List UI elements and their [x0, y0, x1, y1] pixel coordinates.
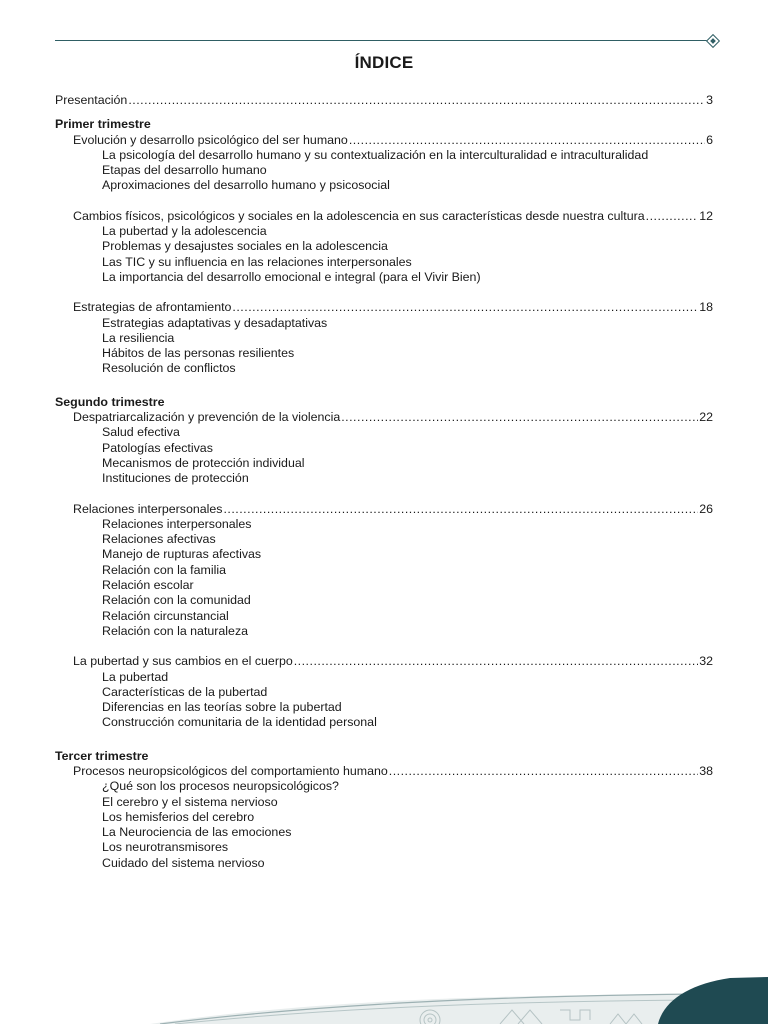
- page-number: 32: [699, 654, 713, 669]
- toc-topic-label: Relaciones interpersonales: [102, 516, 252, 531]
- toc-entry-topic[interactable]: [55, 148, 713, 163]
- toc-topic-label: Mecanismos de protección individual: [102, 455, 305, 470]
- toc-entry-topic[interactable]: [55, 670, 713, 685]
- toc-entry-topic[interactable]: [55, 825, 713, 840]
- toc-entry-label: Presentación: [55, 93, 128, 107]
- page-number: 38: [699, 763, 713, 778]
- toc-topic-label: Instituciones de protección: [102, 471, 249, 486]
- toc-topic-label: Relación escolar: [102, 578, 194, 593]
- toc-topic-label: Relación con la familia: [102, 562, 226, 577]
- toc-entry-topic[interactable]: [55, 547, 713, 562]
- spacer: [55, 377, 713, 386]
- toc-entry-topic[interactable]: [55, 700, 713, 715]
- dot-leader: [349, 133, 705, 148]
- dot-leader: [341, 410, 698, 425]
- toc-topic-label: Las TIC y su influencia en las relaciones interpersonales: [102, 254, 412, 269]
- trimester-heading: Segundo trimestre: [55, 394, 165, 409]
- toc-entry-topic[interactable]: [55, 270, 713, 285]
- toc-entry-unit[interactable]: [55, 764, 713, 779]
- spacer: [55, 871, 713, 880]
- toc-topic-label: Construcción comunitaria de la identidad personal: [102, 715, 377, 730]
- trimester-heading: Tercer trimestre: [55, 748, 149, 763]
- toc-entry-presentation[interactable]: [55, 93, 713, 108]
- toc-entry-topic[interactable]: [55, 779, 713, 794]
- toc-entry-label: Procesos neuropsicológicos del comportamiento humano: [73, 763, 388, 778]
- toc-entry-topic[interactable]: [55, 593, 713, 608]
- dot-leader: [646, 209, 699, 224]
- trimester-list: [55, 108, 713, 880]
- spacer: [55, 740, 713, 749]
- page-number: 12: [699, 208, 713, 223]
- toc-topic-label: Relación con la comunidad: [102, 593, 251, 608]
- dot-leader: [389, 764, 698, 779]
- dot-leader: [232, 300, 698, 315]
- toc-entry-topic[interactable]: [55, 456, 713, 471]
- spacer: [55, 194, 713, 209]
- page-number: 22: [699, 410, 713, 425]
- toc-entry-topic[interactable]: [55, 163, 713, 178]
- toc-entry-topic[interactable]: [55, 178, 713, 193]
- toc-entry-label: Cambios físicos, psicológicos y sociales en la adolescencia en sus características desde nuestra cultura: [73, 208, 645, 223]
- spacer: [55, 386, 713, 395]
- toc-topic-label: Los hemisferios del cerebro: [102, 809, 255, 824]
- table-of-contents: [55, 93, 713, 880]
- page-number: 3: [706, 93, 713, 107]
- toc-topic-label: Problemas y desajustes sociales en la adolescencia: [102, 239, 388, 254]
- toc-entry-label: Estrategias de afrontamiento: [73, 300, 232, 315]
- spacer: [55, 731, 713, 740]
- toc-topic-label: La Neurociencia de las emociones: [102, 825, 292, 840]
- toc-topic-label: Resolución de conflictos: [102, 361, 236, 376]
- toc-topic-label: La pubertad y la adolescencia: [102, 224, 267, 239]
- toc-entry-topic[interactable]: [55, 856, 713, 871]
- toc-topic-label: La importancia del desarrollo emocional e integral (para el Vivir Bien): [102, 269, 481, 284]
- toc-topic-label: Estrategias adaptativas y desadaptativas: [102, 315, 328, 330]
- toc-topic-label: La resiliencia: [102, 330, 175, 345]
- toc-entry-unit[interactable]: [55, 300, 713, 315]
- spacer: [55, 487, 713, 502]
- toc-entry-topic[interactable]: [55, 578, 713, 593]
- toc-entry-topic[interactable]: [55, 532, 713, 547]
- toc-topic-label: Cuidado del sistema nervioso: [102, 855, 265, 870]
- dot-leader: [294, 654, 698, 669]
- toc-topic-label: Hábitos de las personas resilientes: [102, 346, 295, 361]
- footer-wave-ornament: [0, 964, 768, 1024]
- toc-entry-topic[interactable]: [55, 255, 713, 270]
- toc-topic-label: Los neurotransmisores: [102, 840, 229, 855]
- toc-entry-label: Despatriarcalización y prevención de la violencia: [73, 410, 341, 425]
- toc-topic-label: La psicología del desarrollo humano y su contextualización en la interculturalidad e intraculturalidad: [102, 147, 649, 162]
- toc-entry-topic[interactable]: [55, 316, 713, 331]
- page-title: ÍNDICE: [354, 53, 414, 72]
- toc-entry-topic[interactable]: [55, 685, 713, 700]
- toc-topic-label: Patologías efectivas: [102, 440, 213, 455]
- toc-entry-topic[interactable]: [55, 239, 713, 254]
- toc-entry-label: Relaciones interpersonales: [73, 501, 223, 516]
- toc-topic-label: La pubertad: [102, 669, 169, 684]
- toc-entry-topic[interactable]: [55, 471, 713, 486]
- toc-topic-label: Manejo de rupturas afectivas: [102, 547, 262, 562]
- page-number: 18: [699, 300, 713, 315]
- toc-topic-label: Salud efectiva: [102, 425, 180, 440]
- toc-entry-topic[interactable]: [55, 624, 713, 639]
- toc-entry-unit[interactable]: [55, 209, 713, 224]
- diamond-ornament-icon: [706, 34, 720, 48]
- toc-entry-topic[interactable]: [55, 425, 713, 440]
- toc-entry-unit[interactable]: [55, 502, 713, 517]
- page-number: 26: [699, 501, 713, 516]
- toc-entry-topic[interactable]: [55, 795, 713, 810]
- toc-entry-topic[interactable]: [55, 715, 713, 730]
- toc-topic-label: Relación circunstancial: [102, 608, 229, 623]
- toc-entry-topic[interactable]: [55, 361, 713, 376]
- spacer: [55, 639, 713, 654]
- toc-entry-label: Evolución y desarrollo psicológico del ser humano: [73, 132, 348, 147]
- toc-entry-topic[interactable]: [55, 810, 713, 825]
- toc-topic-label: Etapas del desarrollo humano: [102, 163, 267, 178]
- spacer: [55, 285, 713, 300]
- toc-topic-label: ¿Qué son los procesos neuropsicológicos?: [102, 779, 339, 794]
- toc-topic-label: Características de la pubertad: [102, 684, 268, 699]
- toc-entry-topic[interactable]: [55, 441, 713, 456]
- toc-entry-label: La pubertad y sus cambios en el cuerpo: [73, 654, 293, 669]
- toc-topic-label: Aproximaciones del desarrollo humano y psicosocial: [102, 178, 390, 193]
- toc-entry-unit[interactable]: [55, 133, 713, 148]
- trimester-heading: Primer trimestre: [55, 117, 151, 132]
- toc-topic-label: El cerebro y el sistema nervioso: [102, 794, 278, 809]
- header-rule: [55, 40, 707, 41]
- toc-entry-topic[interactable]: [55, 840, 713, 855]
- toc-entry-topic[interactable]: [55, 331, 713, 346]
- spacer: [55, 108, 713, 117]
- toc-entry-topic[interactable]: [55, 224, 713, 239]
- toc-topic-label: Relación con la naturaleza: [102, 623, 249, 638]
- toc-topic-label: Relaciones afectivas: [102, 532, 216, 547]
- toc-entry-topic[interactable]: [55, 517, 713, 532]
- toc-entry-unit[interactable]: [55, 410, 713, 425]
- toc-entry-topic[interactable]: [55, 346, 713, 361]
- toc-topic-label: Diferencias en las teorías sobre la pubertad: [102, 700, 342, 715]
- dot-leader: [223, 502, 698, 517]
- toc-entry-topic[interactable]: [55, 609, 713, 624]
- page-number: 6: [706, 132, 713, 147]
- toc-entry-topic[interactable]: [55, 563, 713, 578]
- toc-entry-unit[interactable]: [55, 654, 713, 669]
- dot-leader: [128, 93, 705, 108]
